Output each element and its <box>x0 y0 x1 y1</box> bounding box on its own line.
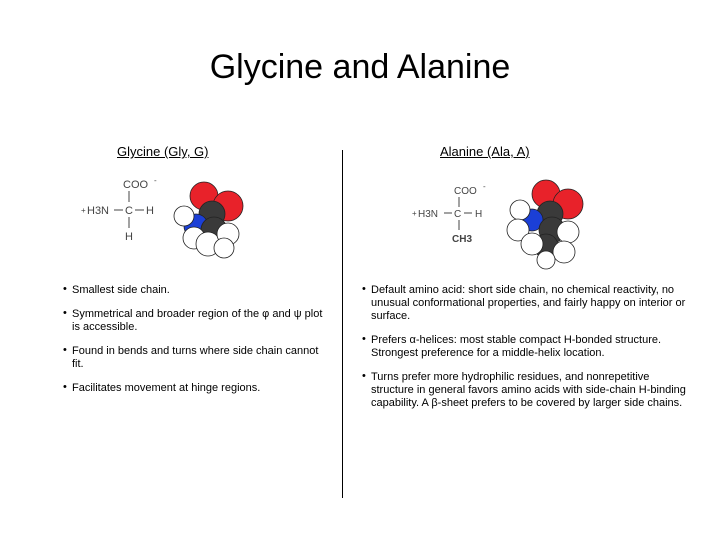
alanine-hydrogen-atom-6 <box>537 251 555 269</box>
glycine-hydrogen-atom-1 <box>174 206 194 226</box>
alanine-hydrogen-atom-1 <box>510 200 530 220</box>
bullet-icon: • <box>63 381 67 393</box>
list-item <box>63 345 325 371</box>
alanine-hydrogen-atom-4 <box>557 221 579 243</box>
list-item <box>362 334 692 360</box>
alanine-bullet-text: Default amino acid: short side chain, no chemical reactivity, no unusual conformational properties, and fairly happy on interior or surface. <box>371 284 686 322</box>
alanine-bullet-text: Prefers α-helices: most stable compact H-bonded structure. Strongest preference for a middle-helix location. <box>371 334 662 359</box>
bullet-icon: • <box>362 283 366 295</box>
list-item <box>362 284 692 323</box>
alanine-hydrogen-atom-3 <box>521 233 543 255</box>
glycine-heading: Glycine (Gly, G) <box>117 144 209 159</box>
glycine-bullet-text: Facilitates movement at hinge regions. <box>72 382 261 394</box>
alanine-heading: Alanine (Ala, A) <box>440 144 530 159</box>
alanine-formula-top: COO <box>454 186 477 197</box>
glycine-formula-top: COO <box>123 179 149 191</box>
glycine-bullet-text: Smallest side chain. <box>72 284 170 296</box>
alanine-bullet-text: Turns prefer more hydrophilic residues, and nonrepetitive structure in general favors amino acids with side-chain H-binding capability. A β-sheet prefers to be covered by larger side chains. <box>371 371 686 409</box>
alanine-formula-center: C <box>454 209 462 220</box>
bullet-icon: • <box>63 344 67 356</box>
glycine-formula-center: C <box>125 205 133 217</box>
alanine-bullet-list <box>362 284 692 421</box>
glycine-formula-left: H3N <box>87 205 110 217</box>
column-divider <box>342 150 343 498</box>
glycine-space-filling-model <box>174 182 243 258</box>
alanine-formula-left: H3N <box>418 209 439 220</box>
list-item <box>63 284 325 297</box>
list-item <box>362 371 692 410</box>
glycine-formula <box>81 176 157 243</box>
glycine-formula-right: H <box>146 205 154 217</box>
glycine-hydrogen-atom-5 <box>214 238 234 258</box>
slide-title: Glycine and Alanine <box>209 48 511 86</box>
list-item <box>63 382 325 395</box>
glycine-structure-figure <box>78 172 268 264</box>
alanine-formula-bottom: CH3 <box>452 234 473 245</box>
glycine-bullet-text: Found in bends and turns where side chain cannot fit. <box>72 345 319 370</box>
bullet-icon: • <box>362 333 366 345</box>
alanine-space-filling-model <box>507 180 583 269</box>
alanine-formula-right: H <box>475 209 483 220</box>
alanine-formula-left-charge: + <box>412 209 417 218</box>
glycine-formula-top-charge: - <box>154 176 157 185</box>
alanine-hydrogen-atom-5 <box>553 241 575 263</box>
alanine-formula <box>412 182 486 245</box>
bullet-icon: • <box>63 307 67 319</box>
glycine-formula-bottom: H <box>125 231 133 243</box>
glycine-bullet-list <box>63 284 325 406</box>
alanine-formula-top-charge: - <box>483 182 486 191</box>
glycine-bullet-text: Symmetrical and broader region of the φ and ψ plot is accessible. <box>72 308 323 333</box>
glycine-formula-left-charge: + <box>81 206 86 215</box>
bullet-icon: • <box>63 283 67 295</box>
list-item <box>63 308 325 334</box>
alanine-structure-figure <box>408 174 598 270</box>
bullet-icon: • <box>362 370 366 382</box>
